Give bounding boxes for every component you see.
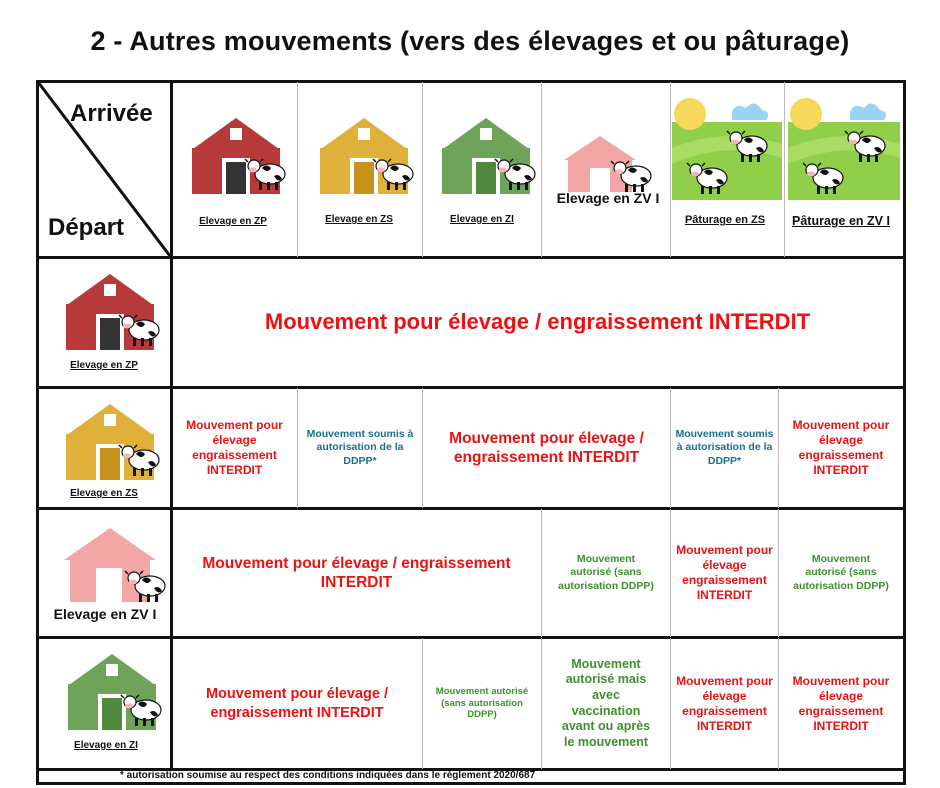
col-header-meadow-zvi: Pâturage en ZV I [792,214,890,228]
col-header-zs: Elevage en ZS [325,214,393,225]
row-barn-zp-icon [52,264,168,354]
cell-zs-meadow-zvi: Mouvement pour élevage engraissement INTERDIT [792,418,890,477]
corner-arrival-label: Arrivée [70,100,153,127]
col-header-zp: Elevage en ZP [199,216,267,227]
cell-zvi-zvi: Mouvement autorisé (sans autorisation DDPP) [558,553,654,592]
table-border-bottom [36,782,906,785]
footnote: * autorisation soumise au respect des conditions indiquées dans le règlement 2020/687 [120,770,536,781]
cell-zi-meadow-zs: Mouvement pour élevage engraissement INTERDIT [676,673,773,733]
col-header-zvi: Elevage en ZV I [556,190,660,206]
col-divider [297,82,298,257]
cell-zvi-zp-zi: Mouvement pour élevage / engraissement INTERDIT [202,554,511,591]
row-barn-zvi-icon [54,524,170,608]
barn-zp-icon [178,108,294,198]
cell-zi-zp-zs: Mouvement pour élevage / engraissement INTERDIT [205,686,389,721]
meadow-zs-icon [672,98,782,200]
barn-zs-icon [306,108,422,198]
cell-zi-zvi: Mouvement autorisé mais avec vaccination avant ou après le mouvement [561,656,651,749]
cell-zs-zp: Mouvement pour élevage engraissement INTERDIT [186,418,283,477]
cell-zs-zi-zvi: Mouvement pour élevage / engraissement INTERDIT [449,429,644,466]
col-header-zi: Elevage en ZI [450,214,514,225]
cell-zp-all: Mouvement pour élevage / engraissement INTERDIT [264,309,811,335]
row-header-zvi: Elevage en ZV I [53,606,157,622]
col-header-meadow-zs: Pâturage en ZS [684,214,766,226]
row-barn-zi-icon [54,644,170,734]
col-divider [422,82,423,257]
corner-departure-label: Départ [48,214,125,241]
row-header-zp: Elevage en ZP [70,360,138,371]
cell-zvi-meadow-zvi: Mouvement autorisé (sans autorisation DDPP) [793,553,889,592]
cell-zi-zi: Mouvement autorisé (sans autorisation DDPP) [435,685,529,721]
cell-zs-zs: Mouvement soumis à autorisation de la DDPP* [306,428,414,467]
movement-table [36,80,906,785]
page-title: 2 - Autres mouvements (vers des élevages et ou pâturage) [90,26,850,56]
col-divider [784,82,785,257]
cell-zvi-meadow-zs: Mouvement pour élevage engraissement INTERDIT [676,543,773,602]
col-divider [670,82,671,257]
cell-zi-meadow-zvi: Mouvement pour élevage engraissement INTERDIT [792,673,890,733]
row-barn-zs-icon [52,394,168,484]
barn-zi-icon [428,108,544,198]
table-border-right [903,80,906,785]
cell-zs-meadow-zs: Mouvement soumis à autorisation de la DDPP* [675,428,774,467]
barn-zvi-icon [556,132,652,194]
row-header-zs: Elevage en ZS [70,488,138,499]
meadow-zvi-icon [788,98,900,200]
row-header-zi: Elevage en ZI [74,740,138,751]
